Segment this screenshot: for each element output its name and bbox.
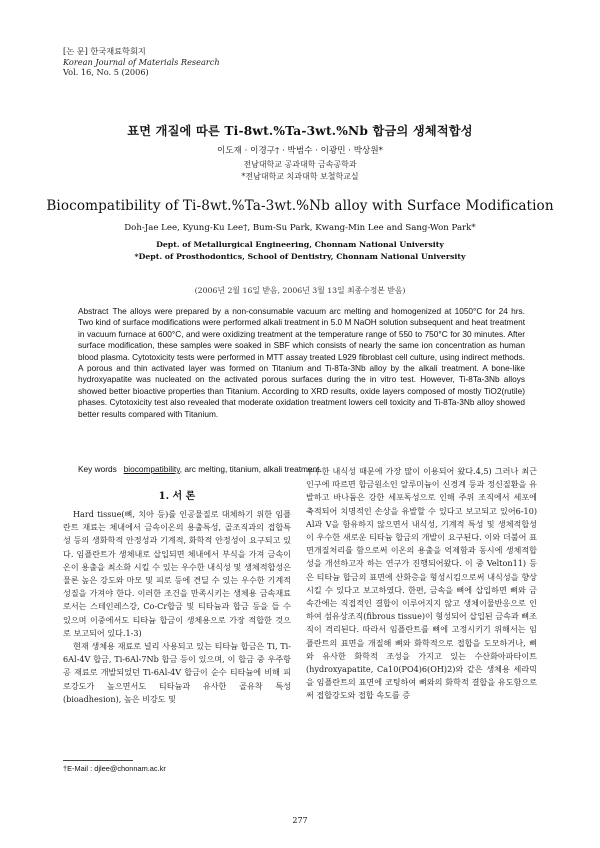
right-column (306, 465, 537, 703)
journal-volume: Vol. 16, No. 5 (2006) (63, 67, 149, 77)
english-affiliation-2: *Dept. of Prosthodontics, School of Dentistry, Chonnam National University (134, 252, 466, 261)
keywords-label: Key words (78, 464, 117, 474)
english-affiliation-1: Dept. of Metallurgical Engineering, Chonnam National University (156, 240, 444, 249)
abstract (78, 306, 525, 420)
footnote-divider (63, 760, 133, 761)
keyword-link[interactable]: biocompatibility (123, 464, 180, 474)
section-heading: 1. 서 론 (158, 491, 196, 502)
right-paragraph: 우수한 내식성 때문에 가장 많이 이용되어 왔다.4,5) 그러나 최근 인구에 따르면 합금원소인 알루미늄이 신경계 등과 정신질환을 유발하고 바나듐은 강한 세포독성으로 인해 주위 조직에서 세포에 축적되어 치명적인 손상을 유발할 수 있다고 보고되고 있어6-10) Al과 V을 함유하지 않으면서 내식성, 기계적 특성 및 생체적합성이 우수한 새로운 티타늄 합금의 개발이 요구된다. 이와 더불어 표면개질처리를 함으로써 이온의 용출을 억제함과 동시에 생체적합성을 개선하고자 하는 연구가 진행되어왔다. 이 중 Velton11) 등은 티타늄 합금의 표면에 산화층을 형성시킴으로써 내식성을 향상시킬 수 있다고 보고하였다. 한편, 금속을 뼈에 삽입하면 뼈와 금속간에는 직접적인 결합이 이루어지지 않고 생체이물반응으로 인하여 섬유상조직(fibrous tissue)이 형성되어 삽입된 금속과 뼈조직이 격리된다. 따라서 임플란트를 뼈에 고정시키기 위해서는 임플란트의 표면을 개질해 뼈와 화학적으로 접합을 도모하거나, 뼈와 유사한 화학적 조성을 가지고 있는 수산화아파타이트(hydroxyapatite, Ca10(PO4)6(OH)2)와 같은 생체용 세라믹을 임플란트의 표면에 코팅하여 뼈와의 화학적 결합을 유도함으로써 접합강도와 접합 속도를 증 (306, 466, 537, 701)
journal-name-english: Korean Journal of Materials Research (63, 56, 220, 67)
page-number: 277 (292, 816, 308, 825)
journal-name-korean: [논 문] 한국재료학회지 (63, 46, 146, 56)
abstract-label: Abstract (78, 306, 109, 316)
left-column (63, 508, 291, 706)
left-paragraph-2: 현재 생체용 재료로 널리 사용되고 있는 티타늄 합금은 Ti, Ti-6Al-4V 합금, Ti-6Al-7Nb 합금 등이 있으며, 이 합금 중 우주항공 재료로 개발되었던 Ti-6Al-4V 합금이 순수 티타늄에 비해 피로강도가 높으면서도 티타늄과 유사한 골유착 특성(bioadhesion), 높은 비강도 및 (63, 641, 291, 704)
english-title: Biocompatibility of Ti-8wt.%Ta-3wt.%Nb alloy with Surface Modification (46, 198, 554, 214)
footnote-email: †E-Mail : djlee@chonnam.ac.kr (63, 764, 166, 773)
korean-title: 표면 개질에 따른 Ti-8wt.%Ta-3wt.%Nb 합금의 생체적합성 (127, 124, 473, 138)
keywords-rest: , arc melting, titanium, alkali treatment. (179, 464, 322, 474)
english-authors: Doh-Jae Lee, Kyung-Ku Lee†, Bum-Su Park, Kwang-Min Lee and Sang-Won Park* (124, 223, 476, 233)
korean-affiliation-1: 전남대학교 공과대학 금속공학과 (243, 160, 357, 169)
korean-authors: 이도재 · 이경구† · 박범수 · 이광민 · 박상원* (217, 146, 383, 156)
journal-header (63, 46, 220, 78)
abstract-text: The alloys were prepared by a non-consumable vacuum arc melting and homogenized at 1050°C for 24 hrs. Two kind of surface modifications were performed alkali treatment in 5.0 M NaOH solution subsequent and heat treatment in vacuum furnace at 600°C, and were oxidizing treatment at the temperature range of 550 to 750°C for 30 minutes. After surface modification, these samples were soaked in SBF which consists of nearly the same ion concentration as human blood plasma. Cytotoxicity tests were performed in MTT assay treated L929 fibroblast cell culture, using indirect methods. A porous and thin activated layer was formed on Titanium and Ti-8Ta-3Nb alloy by the alkali treatment. A bone-like hydroxyapatite was nucleated on the activated porous surfaces during the in vitro test. However, Ti-8Ta-3Nb alloys showed better bioactive properties than Titanium. According to XRD results, oxide layers composed of mostly TiO2(rutile) phases. Cytotoxicity test also revealed that moderate oxidation treatment lowers cell toxicity and Ti-8Ta-3Nb alloy showed better results compared with Titanium. (78, 306, 525, 419)
left-paragraph-1: Hard tissue(뼈, 치아 등)를 인공물질로 대체하기 위한 임플란트 재료는 체내에서 금속이온의 용출특성, 골조직과의 접합특성 등의 생화학적 안정성과 기계적, 화학적 안정성이 요구되고 있다. 임플란트가 생체내로 삽입되면 체내에서 부식을 가져 금속이온이 용출을 최소화 시킬 수 있는 우수한 내식성 및 생체적합성은 물론 높은 강도와 마모 및 피로 등에 견딜 수 있는 우수한 기계적 성질을 가져야 한다. 이러한 조건을 만족시키는 생체용 금속재료로서는 스테인레스강, Co-Cr합금 및 티타늄과 합금 등을 들 수 있으며 이중에서도 티타늄 합금이 생체용으로 가장 적합한 것으로 보고되어 있다.1-3) (63, 509, 291, 638)
received-date: (2006년 2월 16일 받음, 2006년 3월 13일 최종수정본 받음) (194, 286, 406, 295)
korean-affiliation-2: *전남대학교 치과대학 보철학교실 (241, 172, 359, 181)
